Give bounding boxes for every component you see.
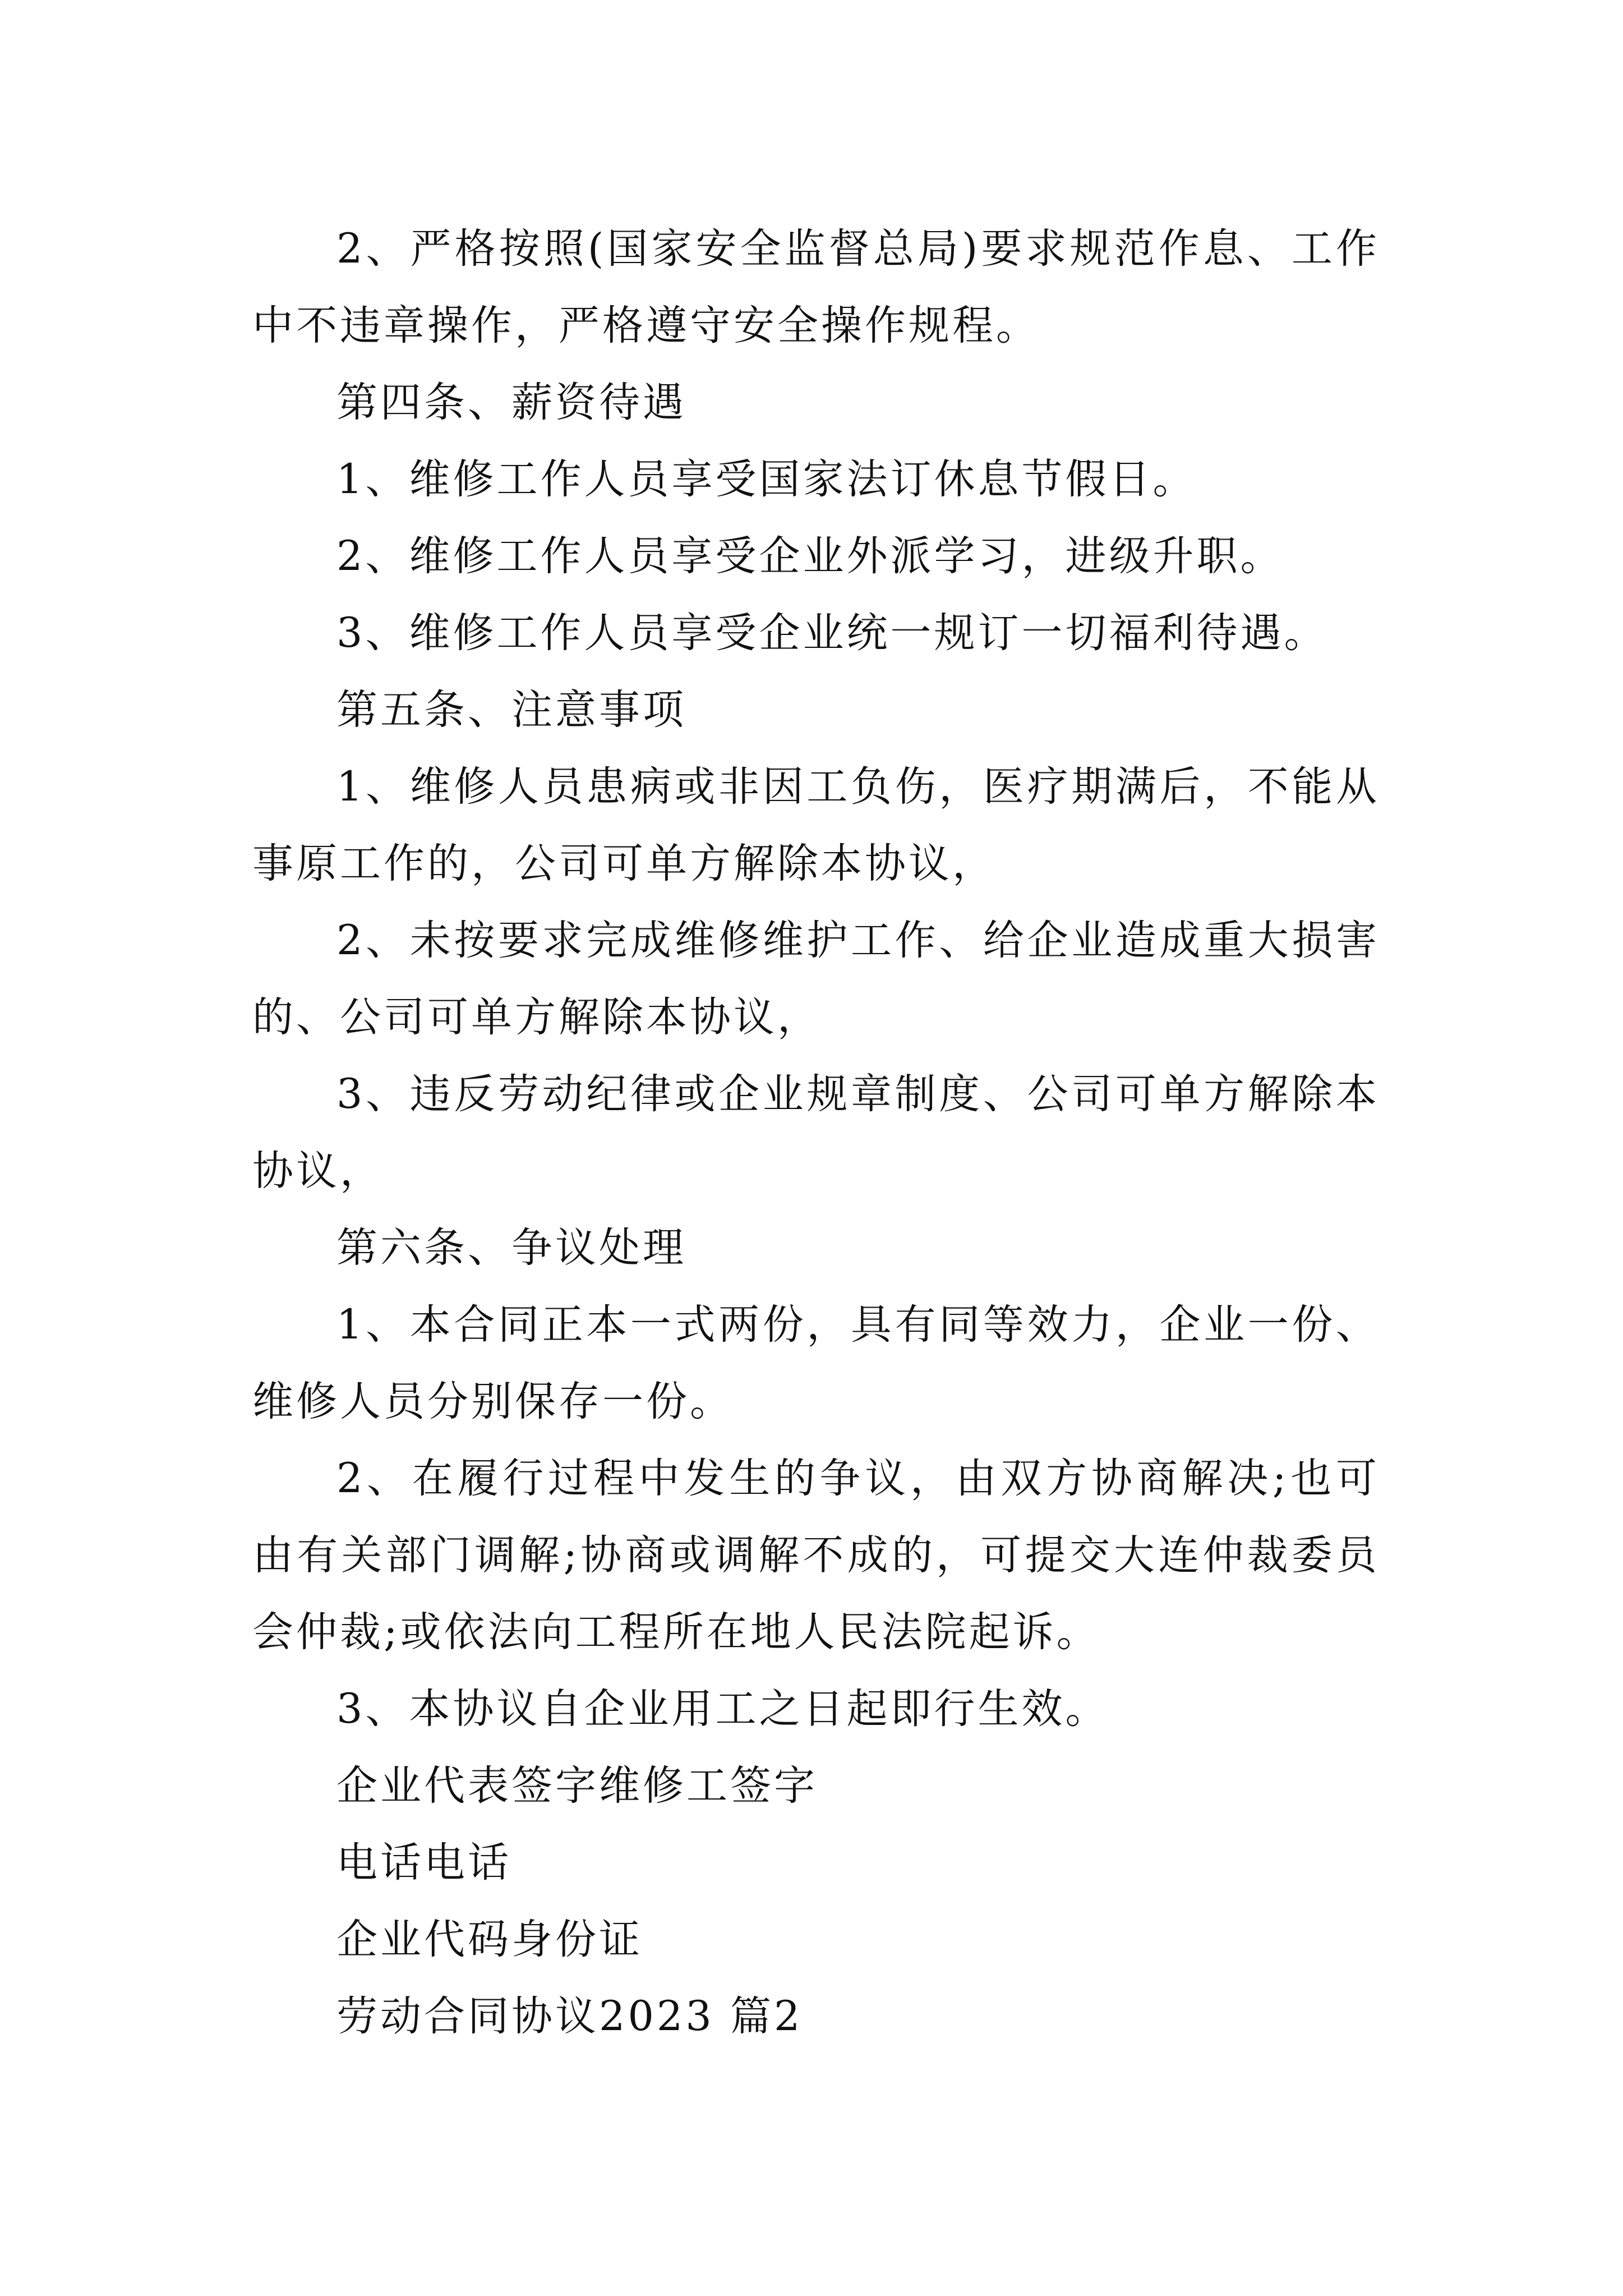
section-heading: 第五条、注意事项 [336, 686, 686, 734]
clause-paragraph: 1、维修人员患病或非因工负伤，医疗期满后，不能从事原工作的，公司可单方解除本协议， [252, 763, 1380, 887]
clause-paragraph: 1、维修工作人员享受国家法订休息节假日。 [336, 455, 1197, 503]
section-heading: 第四条、薪资待遇 [336, 379, 686, 426]
document-body [252, 210, 1380, 2055]
clause-paragraph: 3、违反劳动纪律或企业规章制度、公司可单方解除本协议， [252, 1070, 1380, 1195]
signature-line: 企业代表签字维修工签字 [336, 1762, 818, 1810]
clause-paragraph: 3、本协议自企业用工之日起即行生效。 [336, 1685, 1109, 1733]
phone-line: 电话电话 [336, 1839, 511, 1887]
clause-paragraph: 2、在履行过程中发生的争议，由双方协商解决;也可由有关部门调解;协商或调解不成的，可提交大连仲裁委员会仲裁;或依法向工程所在地人民法院起诉。 [252, 1455, 1380, 1656]
clause-paragraph: 3、维修工作人员享受企业统一规订一切福利待遇。 [336, 609, 1328, 657]
clause-paragraph: 2、维修工作人员享受企业外派学习，进级升职。 [336, 532, 1284, 580]
clause-paragraph: 2、未按要求完成维修维护工作、给企业造成重大损害的、公司可单方解除本协议， [252, 917, 1380, 1041]
clause-paragraph: 2、严格按照(国家安全监督总局)要求规范作息、工作中不违章操作，严格遵守安全操作规程。 [252, 225, 1380, 349]
id-line: 企业代码身份证 [336, 1916, 643, 1963]
section-heading: 第六条、争议处理 [336, 1224, 686, 1272]
clause-paragraph: 1、本合同正本一式两份，具有同等效力，企业一份、维修人员分别保存一份。 [252, 1301, 1380, 1425]
next-section-title: 劳动合同协议2023 篇2 [336, 1993, 803, 2040]
